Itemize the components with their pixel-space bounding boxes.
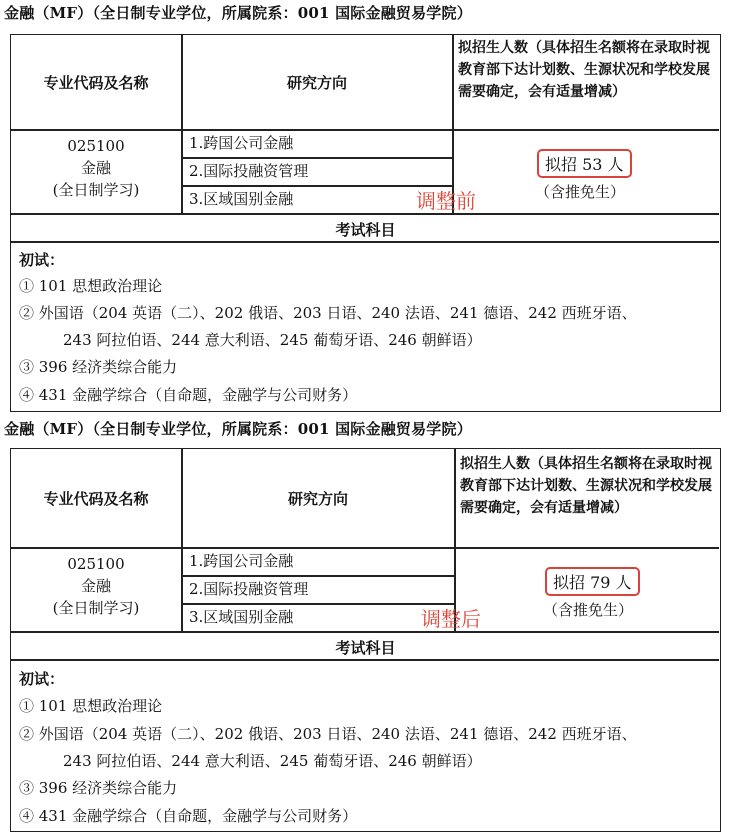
exam-subject-line: 243 阿拉伯语、244 意大利语、245 葡萄牙语、246 朝鲜语）: [63, 752, 482, 770]
program-heading: 金融（MF）（全日制专业学位，所属院系：001 国际金融贸易学院）: [4, 420, 472, 438]
panel-after-adjustment: [0, 416, 733, 832]
exam-subject-line: 243 阿拉伯语、244 意大利语、245 葡萄牙语、246 朝鲜语）: [63, 331, 482, 349]
direction-item: 3.区域国别金融: [189, 608, 294, 626]
program-code: 025100: [67, 137, 125, 155]
program-table: [10, 34, 721, 412]
adjustment-label: 调整前: [416, 189, 476, 213]
program-code: 025100: [67, 555, 125, 573]
header-code-name: 专业代码及名称: [43, 489, 149, 508]
header-research-direction: 研究方向: [287, 489, 348, 508]
exam-subjects-title: 考试科目: [335, 221, 396, 239]
header-quota-note: 拟招生人数（具体招生名额将在录取时视教育部下达计划数、生源状况和学校发展需要确定，会有适量增减）: [460, 456, 712, 516]
program-name: 金融: [80, 159, 111, 177]
exam-subject-line: ③ 396 经济类综合能力: [19, 358, 178, 376]
preliminary-label: 初试：: [19, 670, 65, 688]
program-name: 金融: [80, 577, 111, 595]
quota-count-box: 拟招 79 人: [545, 567, 640, 596]
study-mode: (全日制学习): [52, 599, 140, 617]
exam-subject-line: ③ 396 经济类综合能力: [19, 779, 178, 797]
header-code-name: 专业代码及名称: [43, 73, 149, 92]
panel-before-adjustment: [0, 0, 733, 412]
program-code-cell: [11, 553, 181, 619]
exam-subjects-title: 考试科目: [335, 639, 396, 657]
direction-item: 3.区域国别金融: [189, 190, 294, 208]
preliminary-label: 初试：: [19, 251, 65, 269]
exam-subject-line: ① 101 思想政治理论: [19, 697, 163, 715]
header-research-direction: 研究方向: [286, 73, 347, 92]
direction-item: 1.跨国公司金融: [189, 134, 294, 152]
adjustment-label: 调整后: [421, 607, 481, 631]
exam-subject-line: ① 101 思想政治理论: [19, 277, 163, 295]
exam-subject-line: ② 外国语（204 英语（二）、202 俄语、203 日语、240 法语、241 德语、242 西班牙语、: [19, 304, 637, 322]
program-heading: 金融（MF）（全日制专业学位，所属院系：001 国际金融贸易学院）: [4, 4, 472, 22]
program-table: [10, 448, 721, 832]
header-quota-note: 拟招生人数（具体招生名额将在录取时视教育部下达计划数、生源状况和学校发展需要确定，会有适量增减）: [458, 40, 710, 100]
exam-subject-line: ② 外国语（204 英语（二）、202 俄语、203 日语、240 法语、241 德语、242 西班牙语、: [19, 725, 637, 743]
exam-subject-line: ④ 431 金融学综合（自命题，金融学与公司财务）: [19, 386, 358, 404]
direction-item: 2.国际投融资管理: [189, 580, 309, 598]
quota-exempt-note: （含推免生）: [535, 183, 626, 201]
program-code-cell: [11, 135, 181, 201]
direction-item: 1.跨国公司金融: [189, 552, 294, 570]
exam-subject-line: ④ 431 金融学综合（自命题，金融学与公司财务）: [19, 807, 358, 825]
direction-item: 2.国际投融资管理: [189, 162, 309, 180]
study-mode: (全日制学习): [52, 181, 140, 199]
quota-exempt-note: （含推免生）: [543, 601, 634, 619]
quota-count-box: 拟招 53 人: [537, 149, 632, 178]
